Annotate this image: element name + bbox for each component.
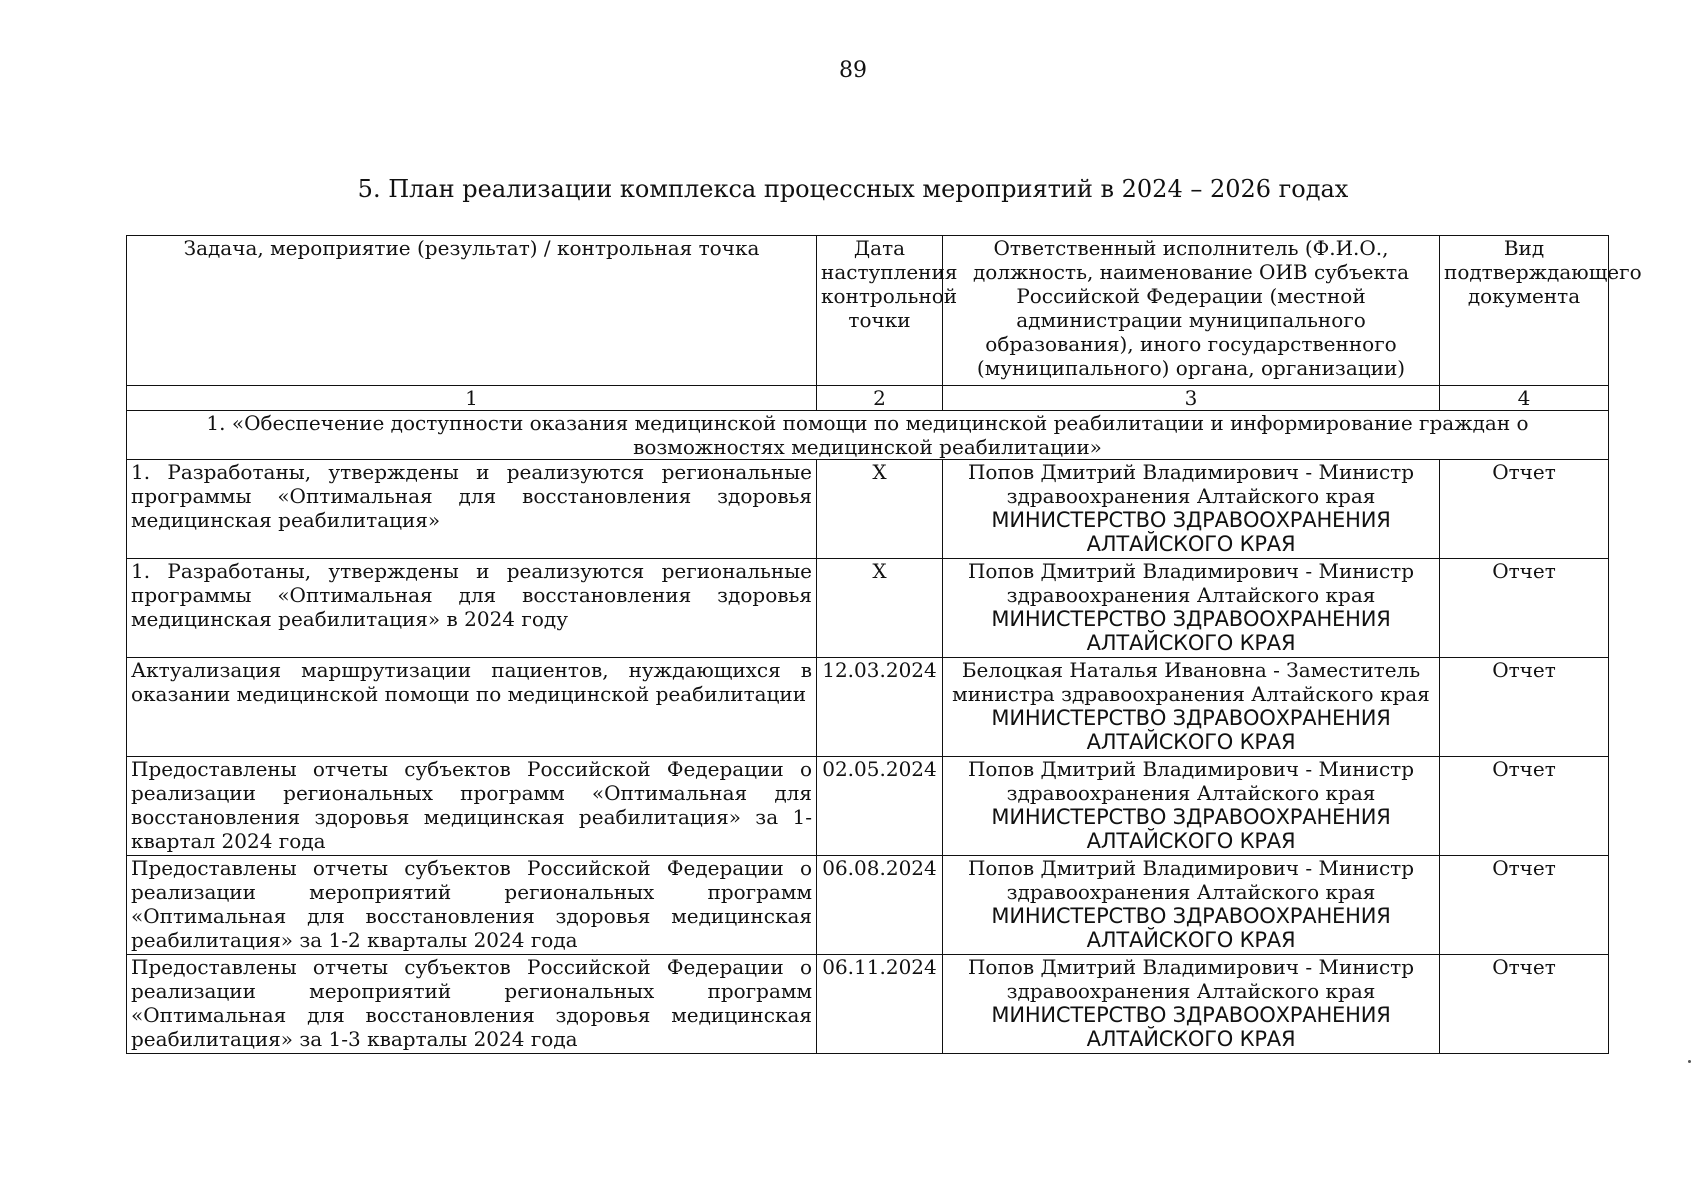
responsible-cell	[943, 658, 1440, 757]
date-cell: 06.08.2024	[817, 856, 943, 955]
table-row	[127, 757, 1609, 856]
document-type-cell: Отчет	[1440, 955, 1609, 1054]
responsible-organization: МИНИСТЕРСТВО ЗДРАВООХРАНЕНИЯ АЛТАЙСКОГО КРАЯ	[991, 706, 1391, 754]
document-type-cell: Отчет	[1440, 460, 1609, 559]
responsible-cell	[943, 757, 1440, 856]
date-cell: 12.03.2024	[817, 658, 943, 757]
responsible-cell	[943, 856, 1440, 955]
document-type-cell: Отчет	[1440, 559, 1609, 658]
task-cell: Предоставлены отчеты субъектов Российской Федерации о реализации мероприятий региональных программ «Оптимальная для восстановления здоровья медицинская реабилитация» за 1-3 кварталы 2024 года	[127, 955, 817, 1054]
task-cell: Актуализация маршрутизации пациентов, нуждающихся в оказании медицинской помощи по медицинской реабилитации	[127, 658, 817, 757]
section-row	[127, 411, 1609, 460]
responsible-organization: МИНИСТЕРСТВО ЗДРАВООХРАНЕНИЯ АЛТАЙСКОГО КРАЯ	[991, 607, 1391, 655]
responsible-person: Попов Дмитрий Владимирович - Министр здравоохранения Алтайского края	[967, 460, 1415, 508]
task-cell: Предоставлены отчеты субъектов Российской Федерации о реализации мероприятий региональных программ «Оптимальная для восстановления здоровья медицинская реабилитация» за 1-2 кварталы 2024 года	[127, 856, 817, 955]
responsible-person: Попов Дмитрий Владимирович - Министр здравоохранения Алтайского края	[967, 559, 1415, 607]
responsible-person: Белоцкая Наталья Ивановна - Заместитель министра здравоохранения Алтайского края	[952, 658, 1430, 706]
responsible-organization: МИНИСТЕРСТВО ЗДРАВООХРАНЕНИЯ АЛТАЙСКОГО КРАЯ	[991, 1003, 1391, 1051]
column-number: 3	[943, 386, 1440, 411]
table-row	[127, 658, 1609, 757]
document-type-cell: Отчет	[1440, 658, 1609, 757]
header-task: Задача, мероприятие (результат) / контрольная точка	[127, 236, 817, 386]
date-cell: 02.05.2024	[817, 757, 943, 856]
responsible-cell	[943, 559, 1440, 658]
date-cell: X	[817, 460, 943, 559]
responsible-organization: МИНИСТЕРСТВО ЗДРАВООХРАНЕНИЯ АЛТАЙСКОГО КРАЯ	[991, 805, 1391, 853]
plan-table	[126, 235, 1642, 1054]
responsible-organization: МИНИСТЕРСТВО ЗДРАВООХРАНЕНИЯ АЛТАЙСКОГО КРАЯ	[991, 904, 1391, 952]
page-number: 89	[839, 58, 867, 83]
responsible-cell	[943, 955, 1440, 1054]
responsible-person: Попов Дмитрий Владимирович - Министр здравоохранения Алтайского края	[967, 757, 1415, 805]
section-title: 1. «Обеспечение доступности оказания медицинской помощи по медицинской реабилитации и информирование граждан о возможностях медицинской реабилитации»	[127, 411, 1609, 460]
header-document-type: Вид подтверждающего документа	[1440, 236, 1609, 386]
task-cell: 1. Разработаны, утверждены и реализуются региональные программы «Оптимальная для восстановления здоровья медицинская реабилитация» в 2024 году	[127, 559, 817, 658]
table-row	[127, 856, 1609, 955]
document-type-cell: Отчет	[1440, 757, 1609, 856]
column-number: 4	[1440, 386, 1609, 411]
table-row	[127, 460, 1609, 559]
scan-speck	[1688, 1060, 1691, 1063]
task-cell: 1. Разработаны, утверждены и реализуются региональные программы «Оптимальная для восстановления здоровья медицинская реабилитация»	[127, 460, 817, 559]
column-number: 2	[817, 386, 943, 411]
header-date: Дата наступления контрольной точки	[817, 236, 943, 386]
table-row	[127, 559, 1609, 658]
column-number: 1	[127, 386, 817, 411]
document-type-cell: Отчет	[1440, 856, 1609, 955]
date-cell: 06.11.2024	[817, 955, 943, 1054]
document-title: 5. План реализации комплекса процессных мероприятий в 2024 – 2026 годах	[357, 175, 1349, 203]
responsible-person: Попов Дмитрий Владимирович - Министр здравоохранения Алтайского края	[967, 856, 1415, 904]
table-header-row	[127, 236, 1609, 386]
responsible-person: Попов Дмитрий Владимирович - Министр здравоохранения Алтайского края	[967, 955, 1415, 1003]
date-cell: X	[817, 559, 943, 658]
table-row	[127, 955, 1609, 1054]
header-responsible: Ответственный исполнитель (Ф.И.О., должность, наименование ОИВ субъекта Российской Федерации (местной администрации муниципального образования), иного государственного (муниципального) органа, организации)	[943, 236, 1440, 386]
column-numbers-row	[127, 386, 1609, 411]
task-cell: Предоставлены отчеты субъектов Российской Федерации о реализации региональных программ «Оптимальная для восстановления здоровья медицинская реабилитация» за 1-квартал 2024 года	[127, 757, 817, 856]
responsible-organization: МИНИСТЕРСТВО ЗДРАВООХРАНЕНИЯ АЛТАЙСКОГО КРАЯ	[991, 508, 1391, 556]
responsible-cell	[943, 460, 1440, 559]
